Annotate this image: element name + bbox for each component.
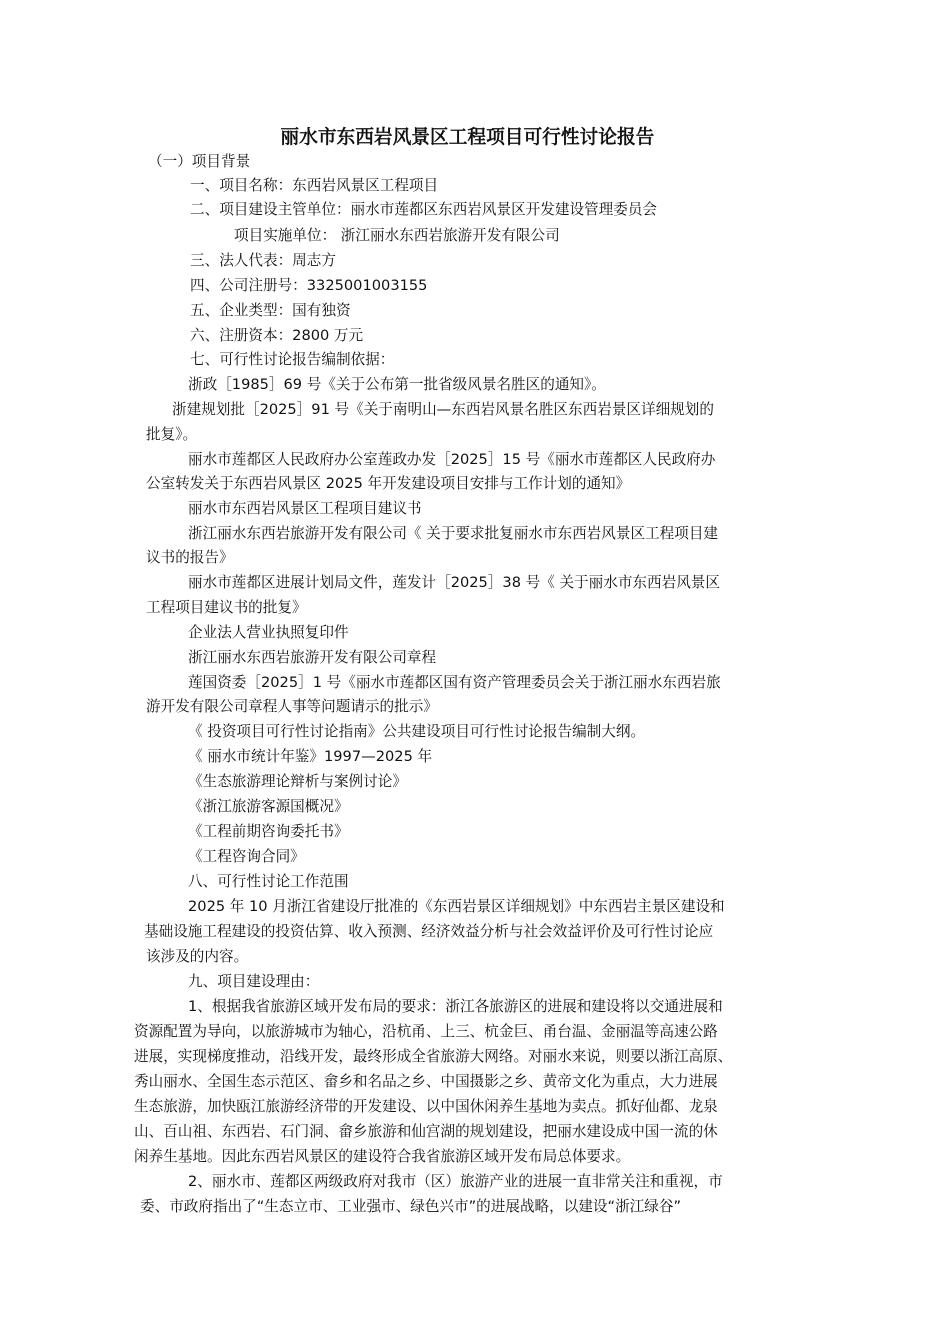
paragraph-line: 浙江丽水东西岩旅游开发有限公司章程: [188, 649, 437, 666]
paragraph-line: 《工程前期咨询委托书》: [188, 823, 349, 840]
paragraph-line: 闲养生基地。因此东西岩风景区的建设符合我省旅游区域开发布局总体要求。: [134, 1148, 631, 1165]
basis-heading: 七、可行性讨论报告编制依据：: [190, 351, 395, 368]
paragraph-line: 丽水市东西岩风景区工程项目建议书: [188, 500, 422, 517]
paragraph-line: 《生态旅游理论辩析与案例讨论》: [188, 773, 407, 790]
paragraph-line: 进展，实现梯度推动，沿线开发，最终形成全省旅游大网络。对丽水来说，则要以浙江高原、: [134, 1048, 733, 1065]
paragraph-line: 委、市政府指出了“生态立市、工业强市、绿色兴市”的进展战略，以建设“浙江绿谷”: [140, 1198, 682, 1215]
legal-representative: 三、法人代表：周志方: [190, 252, 336, 269]
paragraph-line: 丽水市莲都区进展计划局文件，莲发计［2025］38 号《 关于丽水市东西岩风景区: [188, 574, 720, 591]
paragraph-line: 莲国资委［2025］1 号《丽水市莲都区国有资产管理委员会关于浙江丽水东西岩旅: [188, 674, 721, 691]
section-heading: （一）项目背景: [148, 153, 251, 170]
registration-number: 四、公司注册号：3325001003155: [190, 277, 428, 294]
document-title: 丽水市东西岩风景区工程项目可行性讨论报告: [280, 126, 655, 148]
paragraph-line: 丽水市莲都区人民政府办公室莲政办发［2025］15 号《丽水市莲都区人民政府办: [188, 451, 716, 468]
supervising-unit: 二、项目建设主管单位：丽水市莲都区东西岩风景区开发建设管理委员会: [190, 201, 658, 218]
paragraph-line: 资源配置为导向，以旅游城市为轴心，沿杭甬、上三、杭金巨、甬台温、金丽温等高速公路: [134, 1023, 718, 1040]
paragraph-line: 公室转发关于东西岩风景区 2025 年开发建设项目安排与工作计划的通知》: [146, 475, 631, 492]
paragraph-line: 2025 年 10 月浙江省建设厅批准的《东西岩景区详细规划》中东西岩主景区建设和: [188, 898, 725, 915]
paragraph-line: 企业法人营业执照复印件: [188, 624, 349, 641]
project-name: 一、项目名称：东西岩风景区工程项目: [190, 177, 439, 194]
paragraph-line: 2、丽水市、莲都区两级政府对我市（区）旅游产业的进展一直非常关注和重视，市: [188, 1173, 723, 1190]
paragraph-line: 秀山丽水、全国生态示范区、畲乡和名品之乡、中国摄影之乡、黄帝文化为重点，大力进展: [134, 1073, 718, 1090]
enterprise-type: 五、企业类型：国有独资: [190, 302, 351, 319]
paragraph-line: 游开发有限公司章程人事等问题请示的批示》: [146, 698, 438, 715]
registered-capital: 六、注册资本：2800 万元: [190, 327, 364, 344]
implementing-unit: 项目实施单位： 浙江丽水东西岩旅游开发有限公司: [234, 227, 560, 244]
paragraph-line: 浙政［1985］69 号《关于公布第一批省级风景名胜区的通知》。: [188, 376, 606, 393]
paragraph-line: 批复》。: [146, 426, 198, 443]
paragraph-line: 山、百山祖、东西岩、石门洞、畲乡旅游和仙宫湖的规划建设，把丽水建设成中国一流的休: [134, 1123, 718, 1140]
scope-heading: 八、可行性讨论工作范围: [188, 873, 349, 890]
paragraph-line: 浙江丽水东西岩旅游开发有限公司《 关于要求批复丽水市东西岩风景区工程项目建: [188, 525, 719, 542]
paragraph-line: 《 投资项目可行性讨论指南》公共建设项目可行性讨论报告编制大纲。: [188, 723, 646, 740]
paragraph-line: 该涉及的内容。: [146, 948, 249, 965]
paragraph-line: 浙建规划批［2025］91 号《关于南明山—东西岩风景名胜区东西岩景区详细规划的: [172, 401, 714, 418]
paragraph-line: 议书的报告》: [146, 549, 234, 566]
paragraph-line: 生态旅游，加快瓯江旅游经济带的开发建设、以中国休闲养生基地为卖点。抓好仙都、龙泉: [134, 1098, 718, 1115]
paragraph-line: 《 丽水市统计年鉴》1997—2025 年: [188, 748, 433, 765]
paragraph-line: 工程项目建议书的批复》: [146, 599, 307, 616]
paragraph-line: 《工程咨询合同》: [188, 848, 305, 865]
paragraph-line: 基础设施工程建设的投资估算、收入预测、经济效益分析与社会效益评价及可行性讨论应: [144, 923, 714, 940]
reasons-heading: 九、项目建设理由：: [188, 973, 320, 990]
paragraph-line: 1、根据我省旅游区域开发布局的要求：浙江各旅游区的进展和建设将以交通进展和: [188, 998, 723, 1015]
paragraph-line: 《浙江旅游客源国概况》: [188, 798, 349, 815]
